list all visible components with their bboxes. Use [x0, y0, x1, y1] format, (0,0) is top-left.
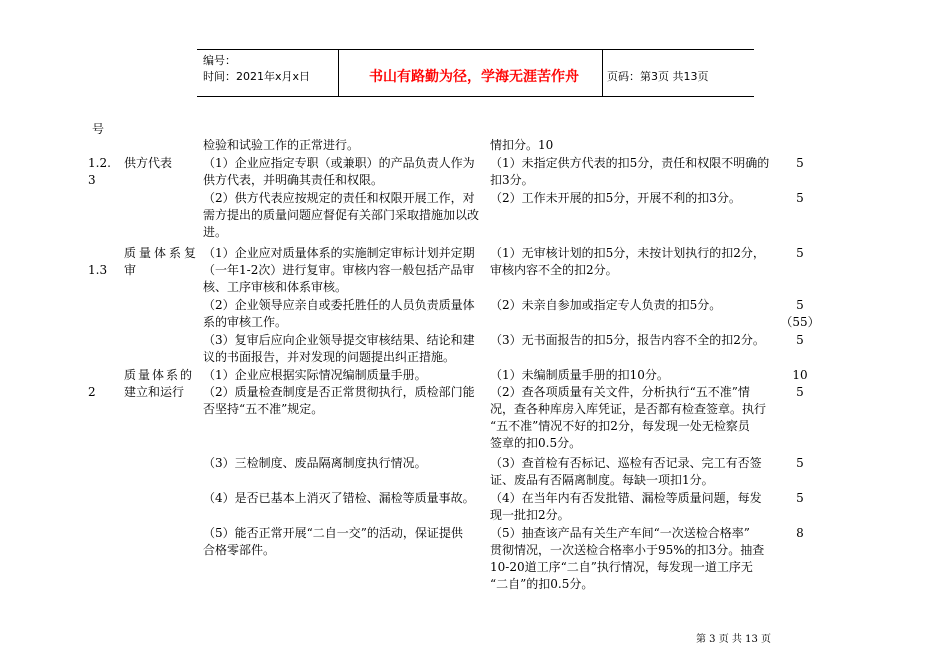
criteria-text: （3）无书面报告的扣5分，报告内容不全的扣2分。 [490, 333, 765, 347]
score-value: 5 [796, 385, 804, 399]
header-divider [338, 50, 339, 96]
requirement-text: （1）企业应根据实际情况编制质量手册。 [203, 368, 427, 382]
score-value: 5 [796, 456, 804, 470]
page-header [197, 49, 754, 97]
requirement-text: 检验和试验工作的正常进行。 [203, 138, 360, 152]
score-value: 8 [796, 526, 804, 540]
item-number: 2 [88, 385, 96, 399]
item-name: 供方代表 [124, 156, 173, 170]
score-value: 5 [796, 491, 804, 505]
score-value: 5 [796, 156, 804, 170]
criteria-text: （2）工作未开展的扣5分，开展不利的扣3分。 [490, 191, 741, 205]
criteria-text: （1）未指定供方代表的扣5分，责任和权限不明确的 扣3分。 [490, 156, 770, 187]
score-value: 10 [792, 368, 808, 382]
criteria-text: 情扣分。10 [490, 138, 554, 152]
criteria-text: （1）未编制质量手册的扣10分。 [490, 368, 669, 382]
requirement-text: （4）是否已基本上消灭了错检、漏检等质量事故。 [203, 491, 475, 505]
item-name: 质量体系的 建立和运行 [124, 368, 195, 399]
serial-label: 编号： [203, 54, 236, 67]
criteria-text: （2）未亲自参加或指定专人负责的扣5分。 [490, 298, 722, 312]
column-header-fragment: 号 [92, 122, 105, 136]
score-value: 5 [796, 246, 804, 260]
requirement-text: （3）复审后应向企业领导提交审核结果、结论和建 议的书面报告，并对发现的问题提出纠正措施。 [203, 333, 475, 364]
header-motto: 书山有路勤为径，学海无涯苦作舟 [369, 69, 579, 85]
criteria-text: （4）在当年内有否发批错、漏检等质量问题，每发 现一批扣2分。 [490, 491, 762, 522]
requirement-text: （2）供方代表应按规定的责任和权限开展工作，对 需方提出的质量问题应督促有关部门采取措施加以改 进。 [203, 191, 480, 239]
criteria-text: （1）无审核计划的扣5分，未按计划执行的扣2分， 审核内容不全的扣2分。 [490, 246, 765, 277]
item-number: 1.3 [88, 263, 108, 277]
time-label: 时间：2021年x月x日 [203, 70, 311, 83]
page-footer: 第 3 页 共 13 页 [696, 634, 771, 645]
item-number: 1.2. 3 [88, 156, 111, 187]
requirement-text: （1）企业应对质量体系的实施制定审标计划并定期 （一年1-2次）进行复审。审核内容一般包括产品审 核、工序审核和体系审核。 [203, 246, 475, 294]
requirement-text: （3）三检制度、废品隔离制度执行情况。 [203, 456, 427, 470]
subtotal-value: （55） [780, 315, 820, 329]
score-value: 5 [796, 333, 804, 347]
requirement-text: （2）企业领导应亲自或委托胜任的人员负责质量体 系的审核工作。 [203, 298, 475, 329]
requirement-text: （1）企业应指定专职（或兼职）的产品负责人作为 供方代表，并明确其责任和权限。 [203, 156, 475, 187]
item-name: 质量体系复 审 [124, 246, 200, 277]
criteria-text: （2）查各项质量有关文件，分析执行“五不准”情 况，查各种库房入库凭证，是否都有检查签章。执行 “五不准”情况不好的扣2分，每发现一处无检察员 签章的扣0.5分。 [490, 385, 767, 450]
criteria-text: （3）查首检有否标记、巡检有否记录、完工有否签 证、废品有否隔离制度。每缺一项扣1分。 [490, 456, 762, 487]
score-value: 5 [796, 298, 804, 312]
score-value: 5 [796, 191, 804, 205]
requirement-text: （5）能否正常开展“二自一交”的活动，保证提供 合格零部件。 [203, 526, 463, 557]
criteria-text: （5）抽查该产品有关生产车间“一次送检合格率” 贯彻情况，一次送检合格率小于95%的扣3分。抽查 10-20道工序“二自”执行情况，每发现一道工序无 “二自”的扣0.5分。 [490, 526, 765, 591]
requirement-text: （2）质量检查制度是否正常贯彻执行，质检部门能 否坚持“五不准”规定。 [203, 385, 475, 416]
page-indicator: 页码：第3页 共13页 [607, 70, 709, 83]
